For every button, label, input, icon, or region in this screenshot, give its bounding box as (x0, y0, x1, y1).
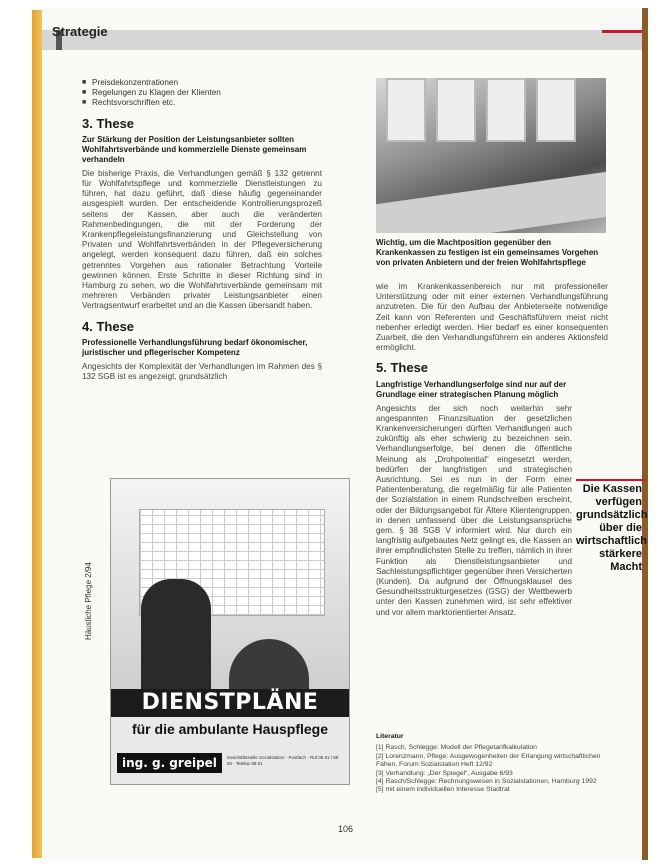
list-item: [4] Rasch/Schlegge: Rechnungswesen in Sozialstationen, Hamburg 1992 (376, 778, 597, 786)
binding-edge (32, 10, 42, 858)
these-5-body: Angesichts der sich noch weiterhin sehr angespannten Finanzsituation der gesetzlichen Krankenversicherungen dürften Verhandlungen auch zukünftig als eher schwierig zu bezeichnen sein. Verhandlungserfolge, bei denen die öffentliche Meinung als „Drohpotential“ eingesetzt werden, bedürfen der langfristigen und strategischen Ausrichtung. Sei es nun in der Form einer Patientenberatung, die regelmäßig für alle Patienten der Sozialstation in einem Rundschreiben erscheint, oder der Bildungsangebot für Ältere Klientengruppen, in denen umfassend über die Leistungsansprüche gem. § 38 SGB V informiert wird. Nur durch ein langfristig aufgebautes Netz gelingt es, die Kassen an ihrer empfindlichsten Stelle zu treffen, nämlich in ihrer Funktion als Dienstleistungsanbieter und Sachleistungspflichtiger gegenüber ihren Versicherten (Kunden). Da aufgrund der Öffnungsklausel des Gesundheitsstrukturgesetzes (GSG) der Wettbewerb unter den Kassen zunehmen wird, ist sehr effektiver und vor allem marktorientierter Ansatz. (376, 403, 572, 617)
literature-title: Literatur (376, 733, 404, 740)
accent-rule (602, 30, 642, 33)
list-item: [5] mit einem individuellen Interesse Stadtrat (376, 786, 510, 794)
list-item: ■ Preisdekonzentrationen (82, 78, 322, 88)
these-5-lead: Langfristige Verhandlungserfolge sind nur auf der Grundlage einer strategischen Planung möglich (376, 379, 567, 399)
bullet-list (82, 78, 322, 109)
page-number: 106 (338, 824, 354, 834)
literature-list (376, 733, 608, 795)
section-label: Strategie (52, 24, 108, 39)
ad-address: Geschäftsstelle Sozialstation · Postfach · Ruf 06 81 / 89 60 · Telefax 89 61 (227, 755, 339, 766)
section-bar (42, 30, 642, 50)
continuation-text: wie im Krankenkassenbereich nur mit professioneller Unterstützung oder mit einer externen Verhandlungsführung anzutreten. Die für den Aufbau der Anbieterseite notwendige Zeit kann von Referenten und Geschäftsführern meist nicht nebenher erledigt werden. Hier bedarf es einer konsequenten Zuarbeit, die den Verhandlungsführern ein anderes Aktionsfeld ermöglicht. (376, 282, 608, 353)
these-5-heading: 5. These (376, 360, 429, 376)
magazine-issue-label: Häusliche Pflege 2/94 (84, 562, 93, 640)
dienstplaene-advertisement (110, 478, 350, 785)
meeting-photo (376, 78, 606, 233)
list-item: ■ Rechtsvorschriften etc. (82, 98, 322, 108)
list-item: [3] Verhandlung: „Der Spiegel“, Ausgabe 6/93 (376, 769, 513, 777)
right-column (376, 282, 608, 618)
list-item: [2] Lorenzmann, Pflege: Ausgewogenheiten der Erlangung wirtschaftlichen Fähen, Forum Sozialstation Heft 12/92 (376, 752, 601, 769)
these-3-body: Die bisherige Praxis, die Verhandlungen gemäß § 132 getrennt für Wohlfahrtspflege und kommerzielle Dienstleistungen zu führen, hat dazu geführt, daß diese häufig gegeneinander ausgespielt wurden. Der entscheidende Kontrollierungsprozeß seitens der Kassen, aber auch die veränderten Rahmenbedingungen, die mit der Forderung der Krankenpflegeleistungsfinanzierung und Gleichstellung von Privaten und Wohlfahrtsverbänden in der Pflegeversicherung angelegt, werden konsequent dazu führen, daß ein solches getrenntes Vorgehen aus rationaler Betrachtung Vorteile gewinnen können. Erste Schritte in dieser Richtung sind in Hamburg zu sehen, wo die Wohlfahrtsverbände gemeinsam mit mehreren Verbänden privater Leistungsanbieter einen Vertragsentwurf erarbeitet und an die Kassen übersandt haben. (82, 168, 322, 311)
these-4-body: Angesichts der Komplexität der Verhandlungen im Rahmen des § 132 SGB ist es angezeigt, grundsätzlich (82, 361, 322, 382)
list-item: [1] Rasch, Schlegge: Modell der Pflegetarifkalkulation (376, 744, 537, 752)
left-column (82, 78, 322, 382)
these-4-heading: 4. These (82, 318, 135, 334)
these-4-lead: Professionelle Verhandlungsführung bedarf ökonomischer, juristischer und pflegerischer Kompetenz (82, 337, 308, 357)
list-item: ■ Regelungen zu Klagen der Klienten (82, 88, 322, 98)
ad-brand-logo: ing. g. greipel (117, 753, 222, 773)
pull-quote: Die Kassen verfügen grundsätzlich über die wirtschaftlich stärkere Macht (576, 483, 648, 573)
ad-title: DIENSTPLÄNE (141, 690, 319, 715)
these-3-heading: 3. These (82, 115, 135, 131)
person-figure (141, 579, 211, 699)
these-3-lead: Zur Stärkung der Position der Leistungsanbieter sollten Wohlfahrtsverbände und kommerzielle Dienste gemeinsam verhandeln (82, 134, 307, 164)
ad-subtitle: für die ambulante Hauspflege (131, 721, 329, 737)
photo-caption: Wichtig, um die Machtposition gegenüber den Krankenkassen zu festigen ist ein gemeinsames Vorgehen von privaten Anbietern und der freien Wohlfahrtspflege (376, 238, 599, 267)
